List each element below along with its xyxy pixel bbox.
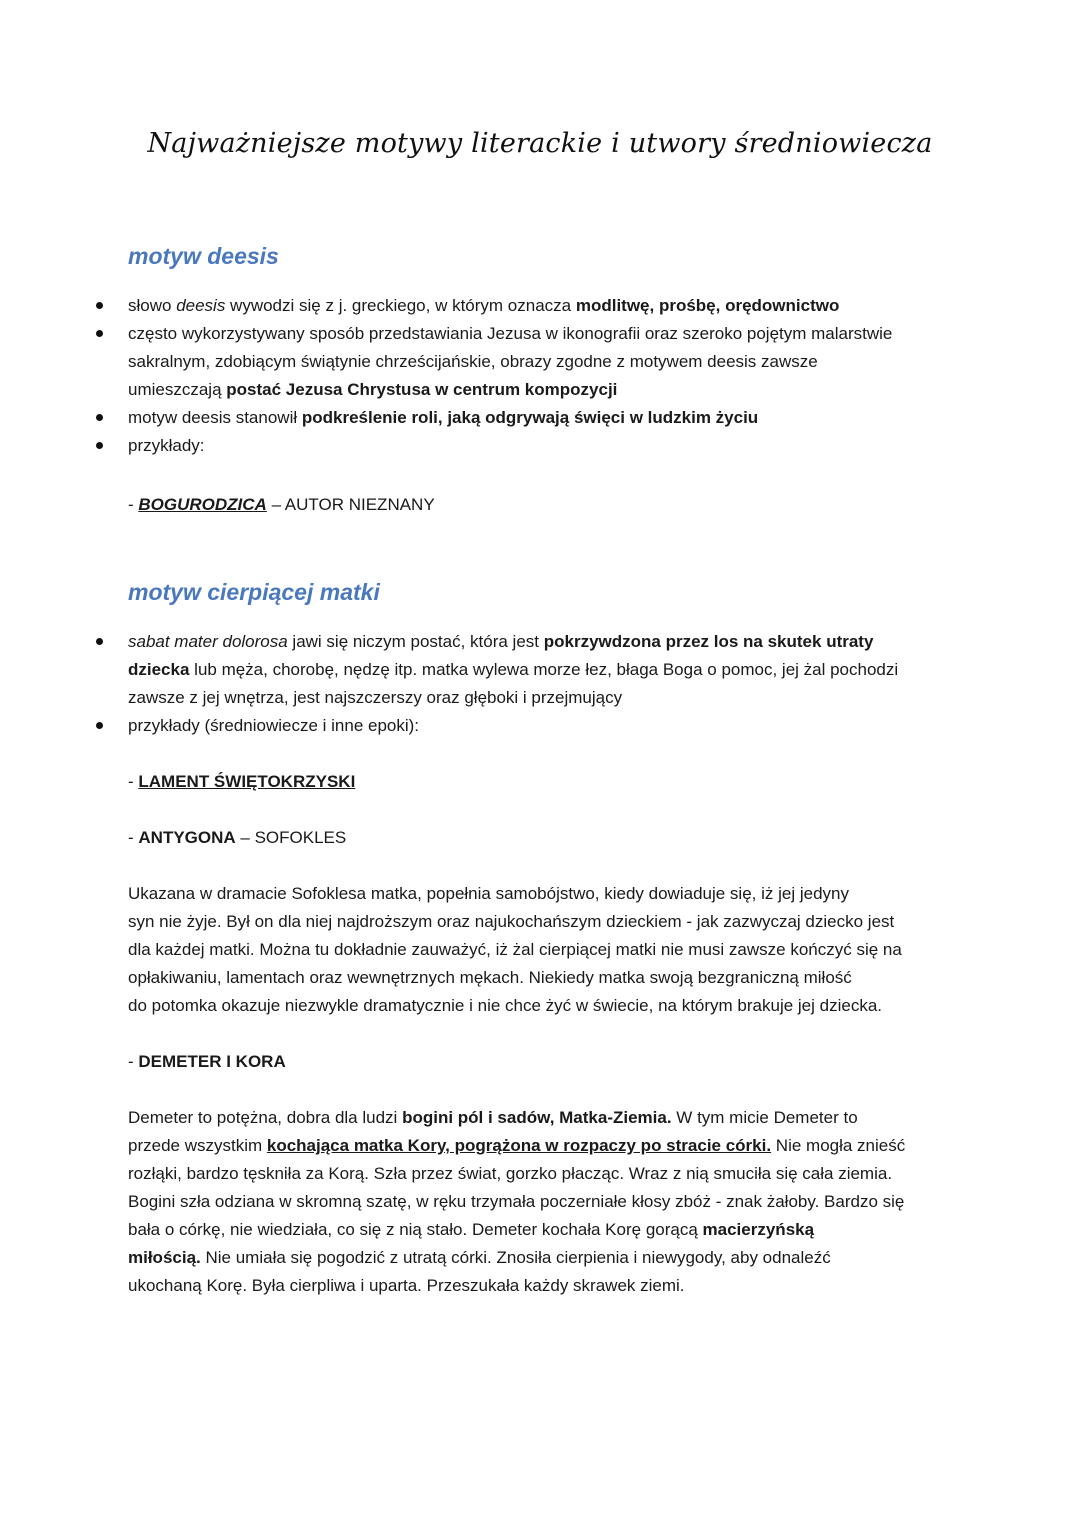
- text-run: przede wszystkim: [128, 1136, 267, 1155]
- text-run: modlitwę, prośbę, orędownictwo: [575, 296, 840, 315]
- example-demeter: [0, 1048, 1080, 1076]
- bullet-item: [0, 432, 1080, 460]
- text-run: Bogini szła odziana w skromną szatę, w ręku trzymała poczerniałe kłosy zbóż - znak żałoby. Bardzo się: [128, 1192, 905, 1211]
- bullet-list-deesis: [0, 292, 1080, 460]
- page-title: Najważniejsze motywy literackie i utwory średniowiecza: [147, 128, 933, 159]
- bullet-list-cierpiaca-matka: [0, 628, 1080, 740]
- text-line: [0, 1132, 1080, 1160]
- text-line: [0, 1272, 1080, 1300]
- text-run: DEMETER I KORA: [138, 1052, 286, 1071]
- text-run: motyw deesis stanowił: [128, 408, 302, 427]
- text-line: [0, 1216, 1080, 1244]
- text-line: [0, 936, 1080, 964]
- bullet-dot: [96, 722, 103, 729]
- paragraph-antygona: [0, 880, 1080, 1020]
- text-run: ANTYGONA: [138, 828, 236, 847]
- text-line: [0, 1244, 1080, 1272]
- example-lament: [0, 768, 1080, 796]
- text-line: [0, 628, 1080, 656]
- text-run: zawsze z jej wnętrza, jest najszczerszy oraz głęboki i przejmujący: [128, 688, 623, 707]
- text-run: rozłąki, bardzo tęskniła za Korą. Szła przez świat, gorzko płacząc. Wraz z nią smuciła się cała ziemia.: [128, 1164, 893, 1183]
- text-line: [0, 992, 1080, 1020]
- text-line: [0, 348, 1080, 376]
- text-run: sabat mater dolorosa: [128, 632, 288, 651]
- text-run: jawi się niczym postać, która jest: [287, 632, 544, 651]
- text-line: [0, 824, 1080, 852]
- text-line: [0, 491, 1080, 519]
- text-line: [0, 908, 1080, 936]
- bullet-dot: [96, 638, 103, 645]
- text-run: – SOFOKLES: [235, 828, 347, 847]
- text-run: -: [128, 1052, 139, 1071]
- text-line: [0, 712, 1080, 740]
- text-line: [0, 964, 1080, 992]
- section-heading-deesis: motyw deesis: [128, 243, 279, 269]
- text-run: słowo: [128, 296, 177, 315]
- text-run: Nie umiała się pogodzić z utratą córki. Znosiła cierpienia i niewygody, aby odnaleźć: [200, 1248, 831, 1267]
- text-run: podkreślenie roli, jaką odgrywają święci w ludzkim życiu: [301, 408, 759, 427]
- text-line: [0, 1048, 1080, 1076]
- text-run: postać Jezusa Chrystusa w centrum kompozycji: [226, 380, 618, 399]
- text-line: [0, 376, 1080, 404]
- text-run: BOGURODZICA: [138, 495, 267, 514]
- text-run: przykłady:: [128, 436, 205, 455]
- text-run: bogini pól i sadów, Matka-Ziemia.: [402, 1108, 672, 1127]
- bullet-item: [0, 628, 1080, 712]
- text-line: [0, 656, 1080, 684]
- text-run: deesis: [176, 296, 226, 315]
- text-line: [0, 320, 1080, 348]
- text-run: -: [128, 772, 139, 791]
- text-run: syn nie żyje. Był on dla niej najdroższym oraz najukochańszym dzieckiem - jak zazwyczaj dziecko jest: [128, 912, 895, 931]
- text-run: miłością.: [128, 1248, 201, 1267]
- text-line: [0, 1160, 1080, 1188]
- text-run: LAMENT ŚWIĘTOKRZYSKI: [138, 772, 356, 791]
- text-line: [0, 880, 1080, 908]
- text-run: często wykorzystywany sposób przedstawiania Jezusa w ikonografii oraz szeroko pojętym malarstwie: [128, 324, 893, 343]
- text-run: opłakiwaniu, lamentach oraz wewnętrznych mękach. Niekiedy matka swoją bezgraniczną miłość: [128, 968, 852, 987]
- text-run: kochająca matka Kory, pogrążona w rozpaczy po stracie córki.: [266, 1136, 772, 1155]
- paragraph-demeter: [0, 1104, 1080, 1300]
- text-run: przykłady (średniowiecze i inne epoki):: [128, 716, 420, 735]
- bullet-dot: [96, 302, 103, 309]
- text-run: Ukazana w dramacie Sofoklesa matka, popełnia samobójstwo, kiedy dowiaduje się, iż jej jedyny: [128, 884, 849, 903]
- section-heading-cierpiaca-matka: motyw cierpiącej matki: [128, 579, 380, 605]
- text-line: [0, 684, 1080, 712]
- text-run: macierzyńską: [702, 1220, 815, 1239]
- text-run: Demeter to potężna, dobra dla ludzi: [128, 1108, 403, 1127]
- bullet-dot: [96, 442, 103, 449]
- bullet-item: [0, 320, 1080, 404]
- text-run: W tym micie Demeter to: [671, 1108, 858, 1127]
- text-run: umieszczają: [128, 380, 227, 399]
- text-run: sakralnym, zdobiącym świątynie chrześcijańskie, obrazy zgodne z motywem deesis zawsze: [128, 352, 818, 371]
- example-antygona: [0, 824, 1080, 852]
- bullet-dot: [96, 414, 103, 421]
- text-run: -: [128, 495, 139, 514]
- text-line: [0, 404, 1080, 432]
- text-run: do potomka okazuje niezwykle dramatycznie i nie chce żyć w świecie, na którym brakuje jej dziecka.: [128, 996, 882, 1015]
- text-line: [0, 292, 1080, 320]
- text-line: [0, 432, 1080, 460]
- bullet-item: [0, 292, 1080, 320]
- text-run: -: [128, 828, 139, 847]
- bullet-item: [0, 404, 1080, 432]
- bullet-item: [0, 712, 1080, 740]
- text-run: dziecka: [128, 660, 190, 679]
- text-run: lub męża, chorobę, nędzę itp. matka wylewa morze łez, błaga Boga o pomoc, jej żal pochodzi: [189, 660, 899, 679]
- text-run: – AUTOR NIEZNANY: [266, 495, 435, 514]
- text-line: [0, 1188, 1080, 1216]
- bullet-dot: [96, 330, 103, 337]
- example-bogurodzica: [0, 491, 1080, 519]
- text-run: Nie mogła znieść: [771, 1136, 906, 1155]
- text-run: bała o córkę, nie wiedziała, co się z nią stało. Demeter kochała Korę gorącą: [128, 1220, 703, 1239]
- text-run: wywodzi się z j. greckiego, w którym oznacza: [225, 296, 576, 315]
- text-run: ukochaną Korę. Była cierpliwa i uparta. Przeszukała każdy skrawek ziemi.: [128, 1276, 685, 1295]
- text-line: [0, 768, 1080, 796]
- text-line: [0, 1104, 1080, 1132]
- text-run: dla każdej matki. Można tu dokładnie zauważyć, iż żal cierpiącej matki nie musi zawsze kończyć się na: [128, 940, 902, 959]
- text-run: pokrzywdzona przez los na skutek utraty: [543, 632, 874, 651]
